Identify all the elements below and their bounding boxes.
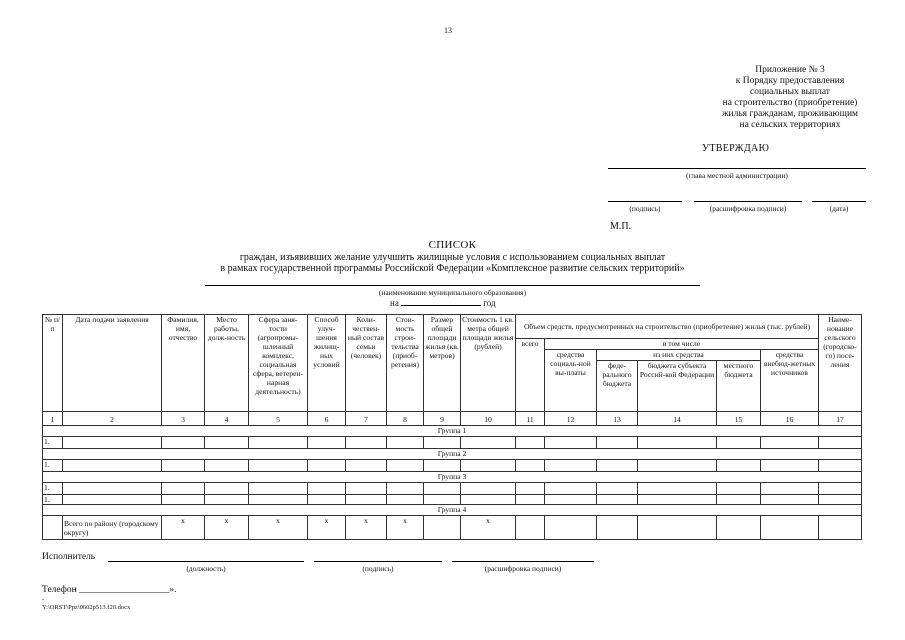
header-cell: Стои-мость строи-тельства (приоб-ретения) [387, 315, 424, 412]
table-row: 1. [43, 483, 862, 495]
col-number: 3 [162, 412, 205, 426]
group-header: Группа 3 [43, 472, 862, 483]
header-cell: Коли-чествен-ный состав семьи (человек) [346, 315, 387, 412]
title-line: в рамках государственной программы Российской Федерации «Комплексное развитие сельских территорий» [220, 263, 685, 274]
page-number: 13 [444, 26, 452, 35]
file-path: Y:\ORST\Ppz\0602p513.f20.docx [42, 604, 131, 611]
col-number: 8 [387, 412, 424, 426]
signature-caption: (подпись) [629, 204, 661, 213]
document-title [100, 240, 805, 275]
col-number: 7 [346, 412, 387, 426]
header-cell: средства внебюд-жетных источников [761, 350, 819, 412]
header-cell: Место работы, долж-ность [205, 315, 249, 412]
approval-heading: УТВЕРЖДАЮ [702, 143, 770, 154]
appendix-line: на строительство (приобретение) [722, 98, 858, 108]
col-number: 15 [717, 412, 761, 426]
date-line [812, 201, 866, 202]
header-cell: из них средства [597, 350, 761, 361]
table-row: 1. [43, 460, 862, 472]
col-number: 5 [249, 412, 308, 426]
total-mark: х [249, 516, 308, 540]
header-cell: Сфера заня-тости (агропромы-шленный комплекс, социальная сфера, ветерен-нарная деятельность) [249, 315, 308, 412]
year-prefix: на [390, 298, 399, 308]
table-row: 1. [43, 495, 862, 505]
appendix-line: социальных выплат [750, 87, 830, 97]
total-mark: х [205, 516, 249, 540]
position-line [108, 561, 304, 562]
header-cell: Фамилия, имя, отчество [162, 315, 205, 412]
date-caption: (дата) [829, 204, 849, 213]
header-cell: в том числе [545, 339, 819, 350]
total-label: Всего по району (городскому округу) [63, 516, 162, 540]
head-signature-line [608, 168, 866, 169]
header-cell: средства социаль-ной вы-платы [545, 350, 597, 412]
decode-line [694, 201, 802, 202]
header-cell: Наиме-нование сельского (городско-го) посе-ления [819, 315, 862, 412]
group-header: Группа 4 [43, 505, 862, 516]
total-mark: х [346, 516, 387, 540]
total-row [43, 516, 862, 540]
title-line: СПИСОК [428, 239, 477, 251]
header-cell: № п/п [43, 315, 63, 412]
col-number: 1 [43, 412, 63, 426]
position-caption: (должность) [186, 564, 226, 573]
appendix-line: на сельских территориях [739, 120, 841, 130]
executor-label: Исполнитель [42, 552, 96, 562]
municipality-caption: (наименование муниципального образования) [378, 288, 527, 297]
total-mark: х [387, 516, 424, 540]
header-cell: феде-рального бюджета [597, 361, 638, 412]
header-cell: Стоимость 1 кв. метра общей площади жилья (рублей) [461, 315, 516, 412]
appendix-line: жилья гражданам, проживающим [721, 109, 859, 119]
total-mark: х [162, 516, 205, 540]
col-number: 10 [461, 412, 516, 426]
executor-decode-caption: (расшифровка подписи) [484, 564, 562, 573]
executor-decode-line [452, 561, 594, 562]
col-number: 13 [597, 412, 638, 426]
header-cell: бюджета субъекта Россий-кой Федерации [638, 361, 717, 412]
municipality-line [205, 285, 700, 286]
executor-signature-line [314, 561, 442, 562]
column-number-row [43, 412, 862, 426]
year-line [390, 297, 496, 308]
title-line: граждан, изъявивших желание улучшить жилищные условия с использованием социальных выплат [239, 251, 666, 263]
decode-caption: (расшифровка подписи) [709, 204, 787, 213]
year-blank [401, 297, 481, 306]
executor-signature-caption: (подпись) [362, 564, 394, 573]
col-number: 17 [819, 412, 862, 426]
col-number: 11 [516, 412, 545, 426]
col-number: 9 [424, 412, 461, 426]
appendix-block [690, 65, 890, 131]
header-cell: всего [516, 339, 545, 412]
col-number: 6 [308, 412, 346, 426]
head-caption: (глава местной администрации) [686, 171, 788, 180]
total-mark: х [461, 516, 516, 540]
phone-line: Телефон ___________________». [42, 585, 177, 595]
header-cell: Размер общей площади жилья (кв. метров) [424, 315, 461, 412]
header-cell: Объем средств, предусмотренных на строительство (приобретение) жилья (тыс. рублей) [516, 315, 819, 339]
col-number: 14 [638, 412, 717, 426]
stamp-place: М.П. [610, 221, 632, 232]
appendix-line: Приложение № 3 [755, 65, 825, 75]
signature-line [608, 201, 682, 202]
header-cell: местного бюджета [717, 361, 761, 412]
group-header: Группа 2 [43, 449, 862, 460]
footer-dash: - [42, 596, 45, 603]
col-number: 16 [761, 412, 819, 426]
group-header: Группа 1 [43, 426, 862, 437]
citizens-table [42, 314, 862, 540]
table-row: 1. [43, 437, 862, 449]
col-number: 4 [205, 412, 249, 426]
year-suffix: год [483, 298, 496, 308]
header-cell: Дата подачи заявления [63, 315, 162, 412]
header-cell: Способ улуч-шения жилищ-ных условий [308, 315, 346, 412]
col-number: 12 [545, 412, 597, 426]
total-mark: х [308, 516, 346, 540]
col-number: 2 [63, 412, 162, 426]
appendix-line: к Порядку предоставления [735, 76, 845, 86]
